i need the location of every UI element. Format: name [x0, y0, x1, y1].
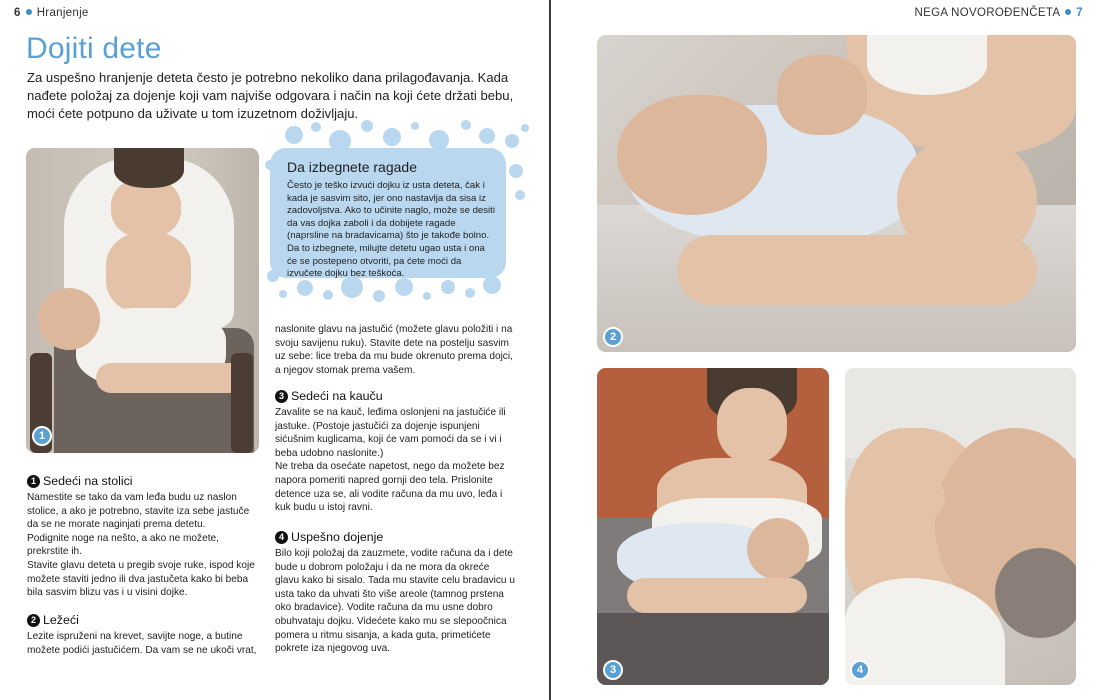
sidebar-title: Da izbegnete ragade	[287, 159, 417, 175]
section-body: Lezite ispruženi na krevet, savijte noge, a butine možete podići jastučićem. Da vam se ne ukoči vrat,	[27, 631, 257, 656]
section-heading-text: Uspešno dojenje	[291, 530, 384, 544]
section-heading	[27, 473, 263, 489]
left-section-name: Hranjenje	[36, 7, 89, 19]
left-running-head	[14, 7, 89, 19]
book-spine	[549, 0, 551, 700]
bullet-dot-icon	[1065, 9, 1071, 15]
section-sitting-on-couch	[275, 388, 515, 515]
section-heading	[27, 612, 263, 628]
photo-close-up-feeding	[845, 368, 1076, 685]
intro-paragraph: Za uspešno hranjenje deteta često je potrebno nekoliko dana prilagođavanja. Kada nađete položaj za dojenje koji vam najviše odgovara i način na koji ćete držati bebu, moći ćete potpuno da uživate u tom izuzetnom doživljaju.	[27, 70, 514, 121]
section-successful-breastfeeding	[275, 529, 515, 656]
bullet-dot-icon	[26, 9, 32, 15]
section-body: Bilo koji položaj da zauzmete, vodite računa da i dete bude u dobrom položaju i da ne mora da okreće glavu kako bi sisalo. Tada mu stavite celu bradavicu u usta tako da uhvati što više areole (tamnog prstena oko bradavice). Vodite računa da mu usne dobro obuhvataju dojku. Videćete kako mu se slepoočnica pomera u ritmu sisanja, a kada guta, primetićete pokrete iza njegovog uva.	[275, 548, 515, 655]
section-heading-text: Ležeći	[43, 613, 79, 627]
photo-sitting-on-chair	[26, 148, 259, 453]
photo-lying-down	[597, 35, 1076, 352]
photo-sitting-on-couch	[597, 368, 829, 685]
section-heading-text: Sedeći na stolici	[43, 474, 133, 488]
section-lying-down	[27, 612, 263, 657]
photo-3-badge: 3	[603, 660, 623, 680]
section-body: Namestite se tako da vam leđa budu uz naslon stolice, a ako je potrebno, stavite iza sebe jastuče da se ne morate naginjati prema detetu. Podignite noge na nešto, a ako ne možete, prekrstite ih. Stavite glavu deteta u pregib svoje ruke, ispod koje možete staviti jedno ili dva jastučeta kako bi beba bila sasvim blizu vas i u visini dojke.	[27, 492, 255, 599]
right-running-head	[915, 7, 1083, 19]
photo-4-badge: 4	[850, 660, 870, 680]
section-sitting-on-chair	[27, 473, 263, 600]
section-number: 2	[27, 614, 40, 627]
section-lying-down-continued	[275, 323, 515, 377]
right-section-name: NEGA NOVOROĐENČETA	[914, 7, 1061, 19]
section-number: 3	[275, 390, 288, 403]
page-title: Dojiti dete	[26, 32, 162, 65]
section-heading-text: Sedeći na kauču	[291, 389, 383, 403]
section-number: 1	[27, 475, 40, 488]
section-body: Zavalite se na kauč, leđima oslonjeni na jastučiće ili jastuke. (Postoje jastučići za dojenje ispunjeni sićušnim kuglicama, koji će vam pomoći da se i vi i beba udobno naslonite.) Ne treba da osećate napetost, nego da možete bez napora pomeriti napred gornji deo tela. Prislonite detence uza se, ali vodite računa da mu uvo, leđa i kuk budu u istoj ravni.	[275, 407, 506, 514]
section-heading	[275, 388, 515, 404]
sidebar-text: Često je teško izvući dojku iz usta deteta, čak i kada je sasvim sito, jer ono nastavlja da sisa iz zadovoljstva. Ako to učinite naglo, može se desiti da vas dojka zaboli i da dobijete ragade (naprsline na bradavicama) što je takođe bolno. Da to izbegnete, milujte detetu ugao usta i ona će se postepeno otvoriti, pa ćete moći da izvučete dojku bez teškoća.	[287, 180, 495, 280]
photo-2-badge: 2	[603, 327, 623, 347]
section-number: 4	[275, 531, 288, 544]
section-heading	[275, 529, 515, 545]
left-page-number: 6	[14, 7, 21, 19]
right-page-number: 7	[1076, 7, 1083, 19]
section-body: naslonite glavu na jastučić (možete glavu položiti i na svoju savijenu ruku). Stavite dete na postelju sasvim uz sebe: lice treba da mu bude okrenuto prema dojci, a njegov stomak prema vašem.	[275, 324, 513, 376]
photo-1-badge: 1	[32, 426, 52, 446]
